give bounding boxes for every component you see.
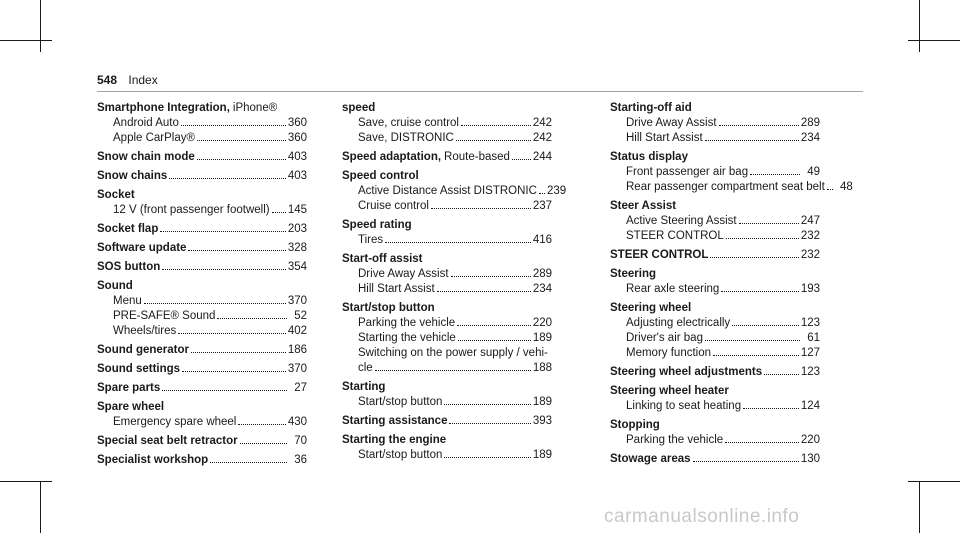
subentry-text: Save, cruise control	[358, 117, 459, 129]
index-term: Steering wheel heater	[610, 385, 729, 397]
subentry-text: Parking the vehicle	[358, 317, 456, 329]
dot-leader	[191, 352, 286, 353]
subentry-text: Menu	[113, 295, 142, 307]
dot-leader	[705, 340, 800, 341]
index-entry	[610, 418, 820, 448]
subentry-text: Linking to seat heating	[626, 400, 742, 412]
dot-leader	[743, 408, 799, 409]
dot-leader	[375, 370, 531, 371]
index-term: Steering wheel	[610, 302, 692, 314]
header-rule	[97, 91, 863, 92]
index-term: Software update	[97, 242, 187, 254]
index-subentry	[342, 361, 552, 376]
dot-leader	[725, 442, 799, 443]
index-entry-heading	[342, 301, 552, 316]
index-term: Starting	[342, 381, 386, 393]
index-subentry	[97, 415, 307, 430]
index-term: Speed adaptation,	[342, 151, 442, 163]
index-term: Snow chains	[97, 170, 168, 182]
index-subentry	[342, 116, 552, 131]
index-term: Spare wheel	[97, 401, 165, 413]
page-reference[interactable]: 49	[807, 166, 820, 178]
index-term: Start-off assist	[342, 253, 423, 265]
index-term: Stowage areas	[610, 453, 691, 465]
index-entry-heading	[97, 241, 307, 256]
page-reference[interactable]: 239	[546, 185, 567, 197]
index-qualifier: Route-based	[444, 151, 510, 163]
index-entry-heading	[610, 199, 820, 214]
subentry-text: Cruise control	[358, 200, 429, 212]
index-entry-heading	[97, 260, 307, 275]
index-entry	[342, 414, 552, 429]
dot-leader	[705, 140, 799, 141]
dot-leader	[693, 461, 799, 462]
index-entry	[610, 150, 853, 195]
subentry-text: Rear passenger compartment seat belt	[626, 181, 825, 193]
index-subentry	[342, 184, 567, 199]
subentry-text: Starting the vehicle	[358, 332, 456, 344]
subentry-text: Start/stop button	[358, 449, 443, 461]
dot-leader	[764, 374, 799, 375]
index-entry	[97, 279, 307, 339]
index-entry	[97, 101, 307, 146]
dot-leader	[272, 212, 286, 213]
index-subentry	[97, 324, 307, 339]
index-entry-heading	[97, 169, 307, 184]
dot-leader	[512, 159, 531, 160]
index-entry	[610, 365, 820, 380]
subentry-text: Driver's air bag	[626, 332, 703, 344]
index-entry-heading	[610, 150, 820, 165]
index-entry-heading	[97, 279, 307, 294]
page-number: 548	[97, 73, 118, 87]
dot-leader	[431, 208, 531, 209]
page-reference[interactable]: 232	[800, 249, 820, 261]
index-column-2	[342, 101, 567, 467]
page-reference[interactable]: 403	[287, 170, 307, 182]
dot-leader	[444, 404, 530, 405]
index-term: speed	[342, 102, 376, 114]
subentry-text: Rear axle steering	[626, 283, 720, 295]
index-entry	[342, 433, 552, 463]
index-entry-heading	[97, 188, 307, 203]
page-reference[interactable]: 123	[800, 317, 820, 329]
index-subentry	[97, 203, 307, 218]
index-entry	[97, 260, 307, 275]
index-entry-heading	[610, 301, 820, 316]
index-subentry	[342, 233, 552, 248]
index-term: Socket flap	[97, 223, 159, 235]
page-reference[interactable]: 188	[532, 362, 552, 374]
dot-leader	[240, 443, 287, 444]
index-subentry	[97, 309, 307, 324]
page-reference[interactable]: 328	[287, 242, 307, 254]
subentry-text: Emergency spare wheel	[113, 416, 237, 428]
dot-leader	[539, 193, 545, 194]
dot-leader	[162, 390, 287, 391]
index-entry	[97, 453, 307, 468]
dot-leader	[178, 333, 286, 334]
index-entry-heading	[97, 453, 307, 468]
index-term: Speed control	[342, 170, 419, 182]
index-entry	[97, 188, 307, 218]
page-reference[interactable]: 370	[287, 363, 307, 375]
index-subentry	[610, 282, 820, 297]
dot-leader	[385, 242, 531, 243]
index-subentry	[610, 116, 820, 131]
dot-leader	[169, 178, 286, 179]
index-term: Stopping	[610, 419, 660, 431]
index-subentry	[342, 395, 552, 410]
index-entry	[97, 434, 307, 449]
index-term: Starting-off aid	[610, 102, 692, 114]
index-entry-heading	[342, 101, 552, 116]
index-entry	[97, 169, 307, 184]
index-term: Steering	[610, 268, 657, 280]
crop-mark	[919, 0, 920, 52]
page-reference[interactable]: 289	[532, 268, 552, 280]
index-entry	[342, 150, 552, 165]
index-subentry	[610, 229, 820, 244]
index-entry-heading	[610, 418, 820, 433]
crop-mark	[908, 40, 960, 41]
index-subentry	[342, 267, 552, 282]
page-reference[interactable]: 189	[532, 396, 552, 408]
index-subentry	[342, 199, 552, 214]
index-entry-heading	[342, 414, 552, 429]
index-term: STEER CONTROL	[610, 249, 709, 261]
index-column-3	[610, 101, 853, 471]
dot-leader	[461, 125, 531, 126]
dot-leader	[210, 462, 287, 463]
index-entry-heading	[97, 150, 307, 165]
index-subentry	[342, 316, 552, 331]
page-reference[interactable]: 247	[800, 215, 820, 227]
index-entry	[610, 101, 820, 146]
dot-leader	[160, 231, 285, 232]
page-reference[interactable]: 289	[800, 117, 820, 129]
subentry-text: Tires	[358, 234, 384, 246]
index-entry-heading	[342, 433, 552, 448]
dot-leader	[181, 125, 286, 126]
page-reference[interactable]: 234	[532, 283, 552, 295]
subentry-text: Adjusting electrically	[626, 317, 731, 329]
dot-leader	[238, 424, 285, 425]
subentry-text: PRE-SAFE® Sound	[113, 310, 216, 322]
index-entry	[610, 301, 820, 361]
index-term: Starting assistance	[342, 415, 448, 427]
index-entry	[342, 218, 552, 248]
page-reference[interactable]: 416	[532, 234, 552, 246]
index-term: Steering wheel adjustments	[610, 366, 763, 378]
index-term: Start/stop button	[342, 302, 435, 314]
index-subentry	[342, 346, 552, 361]
index-entry	[342, 101, 552, 146]
index-term: Specialist workshop	[97, 454, 209, 466]
dot-leader	[451, 276, 531, 277]
index-column-1	[97, 101, 307, 472]
dot-leader	[457, 325, 531, 326]
page-reference[interactable]: 145	[287, 204, 307, 216]
index-entry-heading	[342, 252, 552, 267]
index-entry-heading	[342, 169, 552, 184]
index-entry-heading	[610, 365, 820, 380]
dot-leader	[713, 355, 799, 356]
page-reference[interactable]: 36	[294, 454, 307, 466]
watermark: carmanualsonline.info	[604, 506, 800, 527]
subentry-text: Parking the vehicle	[626, 434, 724, 446]
index-subentry	[97, 131, 307, 146]
page-reference[interactable]: 232	[800, 230, 820, 242]
dot-leader	[721, 291, 798, 292]
subentry-text: cle	[358, 362, 373, 374]
page-reference[interactable]: 189	[532, 449, 552, 461]
index-entry	[97, 222, 307, 237]
index-entry-heading	[342, 380, 552, 395]
index-entry	[97, 343, 307, 358]
index-term: Smartphone Integration,	[97, 102, 230, 114]
index-entry	[610, 267, 820, 297]
dot-leader	[188, 250, 285, 251]
index-subentry	[97, 294, 307, 309]
crop-mark	[40, 481, 41, 533]
index-subentry	[610, 214, 820, 229]
page-reference[interactable]: 393	[532, 415, 552, 427]
index-term: Speed rating	[342, 219, 412, 231]
index-subentry	[610, 180, 853, 195]
index-subentry	[342, 331, 552, 346]
crop-mark	[908, 481, 960, 482]
index-subentry	[610, 165, 820, 180]
dot-leader	[827, 189, 833, 190]
page-reference[interactable]: 360	[287, 117, 307, 129]
page-reference[interactable]: 242	[532, 132, 552, 144]
index-entry-heading	[342, 218, 552, 233]
section-title: Index	[128, 73, 158, 87]
dot-leader	[437, 291, 531, 292]
index-subentry	[610, 399, 820, 414]
subentry-text: Android Auto	[113, 117, 179, 129]
index-entry	[97, 400, 307, 430]
subentry-text: Apple CarPlay®	[113, 132, 195, 144]
index-subentry	[342, 448, 552, 463]
dot-leader	[710, 257, 798, 258]
index-term: Status display	[610, 151, 688, 163]
page-reference[interactable]: 186	[287, 344, 307, 356]
page-reference[interactable]: 27	[294, 382, 307, 394]
subentry-text: Drive Away Assist	[358, 268, 449, 280]
page-reference[interactable]: 244	[532, 151, 552, 163]
index-entry-heading	[97, 362, 307, 377]
index-qualifier: iPhone®	[232, 102, 278, 114]
page-reference[interactable]: 203	[287, 223, 307, 235]
crop-mark	[919, 481, 920, 533]
index-entry-heading	[97, 101, 307, 116]
index-subentry	[610, 131, 820, 146]
page-reference[interactable]: 242	[532, 117, 552, 129]
crop-mark	[0, 481, 52, 482]
index-term: Steer Assist	[610, 200, 677, 212]
index-entry	[97, 150, 307, 165]
page-reference[interactable]: 360	[287, 132, 307, 144]
index-term: Sound settings	[97, 363, 181, 375]
subentry-text: 12 V (front passenger footwell)	[113, 204, 270, 216]
page-reference[interactable]: 237	[532, 200, 552, 212]
index-subentry	[610, 433, 820, 448]
index-term: Socket	[97, 189, 135, 201]
index-entry-heading	[97, 222, 307, 237]
page-reference[interactable]: 130	[800, 453, 820, 465]
index-entry	[342, 169, 567, 214]
index-entry-heading	[97, 381, 307, 396]
subentry-text: Hill Start Assist	[358, 283, 435, 295]
index-subentry	[342, 282, 552, 297]
index-entry	[97, 381, 307, 396]
index-subentry	[97, 116, 307, 131]
dot-leader	[182, 371, 286, 372]
page-reference[interactable]: 189	[532, 332, 552, 344]
page-reference[interactable]: 403	[287, 151, 307, 163]
dot-leader	[726, 238, 799, 239]
page-reference[interactable]: 234	[800, 132, 820, 144]
index-term: Starting the engine	[342, 434, 447, 446]
index-subentry	[610, 331, 820, 346]
index-subentry	[610, 346, 820, 361]
subentry-text: Front passenger air bag	[626, 166, 749, 178]
subentry-text: Hill Start Assist	[626, 132, 703, 144]
index-term: Spare parts	[97, 382, 161, 394]
page-header	[97, 73, 158, 87]
index-entry-heading	[97, 400, 307, 415]
index-entry	[342, 380, 552, 410]
page-reference[interactable]: 370	[287, 295, 307, 307]
page-reference[interactable]: 70	[294, 435, 307, 447]
index-term: Snow chain mode	[97, 151, 195, 163]
dot-leader	[162, 269, 286, 270]
dot-leader	[197, 140, 286, 141]
dot-leader	[444, 457, 530, 458]
index-entry	[610, 248, 820, 263]
dot-leader	[739, 223, 799, 224]
dot-leader	[750, 174, 800, 175]
subentry-text: STEER CONTROL	[626, 230, 724, 242]
dot-leader	[217, 318, 287, 319]
dot-leader	[197, 159, 286, 160]
index-term: Special seat belt retractor	[97, 435, 238, 447]
subentry-text: Drive Away Assist	[626, 117, 717, 129]
index-entry	[97, 362, 307, 377]
subentry-text: Active Distance Assist DISTRONIC	[358, 185, 537, 197]
dot-leader	[456, 140, 531, 141]
page-reference[interactable]: 52	[294, 310, 307, 322]
subentry-text: Switching on the power supply / vehi-	[358, 347, 548, 359]
page-reference[interactable]: 127	[800, 347, 820, 359]
page-reference[interactable]: 193	[800, 283, 820, 295]
subentry-text: Memory function	[626, 347, 712, 359]
index-entry	[610, 452, 820, 467]
page-reference[interactable]: 124	[800, 400, 820, 412]
index-entry-heading	[610, 101, 820, 116]
index-term: Sound generator	[97, 344, 190, 356]
index-entry-heading	[610, 452, 820, 467]
page-reference[interactable]: 220	[800, 434, 820, 446]
index-entry-heading	[610, 248, 820, 263]
subentry-text: Active Steering Assist	[626, 215, 737, 227]
index-entry	[342, 252, 552, 297]
index-entry-heading	[610, 384, 820, 399]
index-entry-heading	[342, 150, 552, 165]
index-entry	[610, 199, 820, 244]
index-term: Sound	[97, 280, 133, 292]
index-entry	[97, 241, 307, 256]
page-reference[interactable]: 48	[840, 181, 853, 193]
subentry-text: Save, DISTRONIC	[358, 132, 454, 144]
dot-leader	[144, 303, 286, 304]
dot-leader	[719, 125, 799, 126]
index-subentry	[342, 131, 552, 146]
crop-mark	[40, 0, 41, 52]
dot-leader	[449, 423, 530, 424]
page-reference[interactable]: 430	[287, 416, 307, 428]
crop-mark	[0, 40, 52, 41]
index-entry-heading	[97, 434, 307, 449]
subentry-text: Wheels/tires	[113, 325, 177, 337]
subentry-text: Start/stop button	[358, 396, 443, 408]
index-entry	[610, 384, 820, 414]
index-term: SOS button	[97, 261, 161, 273]
page-reference[interactable]: 354	[287, 261, 307, 273]
index-entry	[342, 301, 552, 376]
page-reference[interactable]: 220	[532, 317, 552, 329]
index-subentry	[610, 316, 820, 331]
index-entry-heading	[610, 267, 820, 282]
dot-leader	[732, 325, 799, 326]
dot-leader	[458, 340, 531, 341]
page-reference[interactable]: 402	[287, 325, 307, 337]
index-entry-heading	[97, 343, 307, 358]
page-reference[interactable]: 61	[807, 332, 820, 344]
page-reference[interactable]: 123	[800, 366, 820, 378]
